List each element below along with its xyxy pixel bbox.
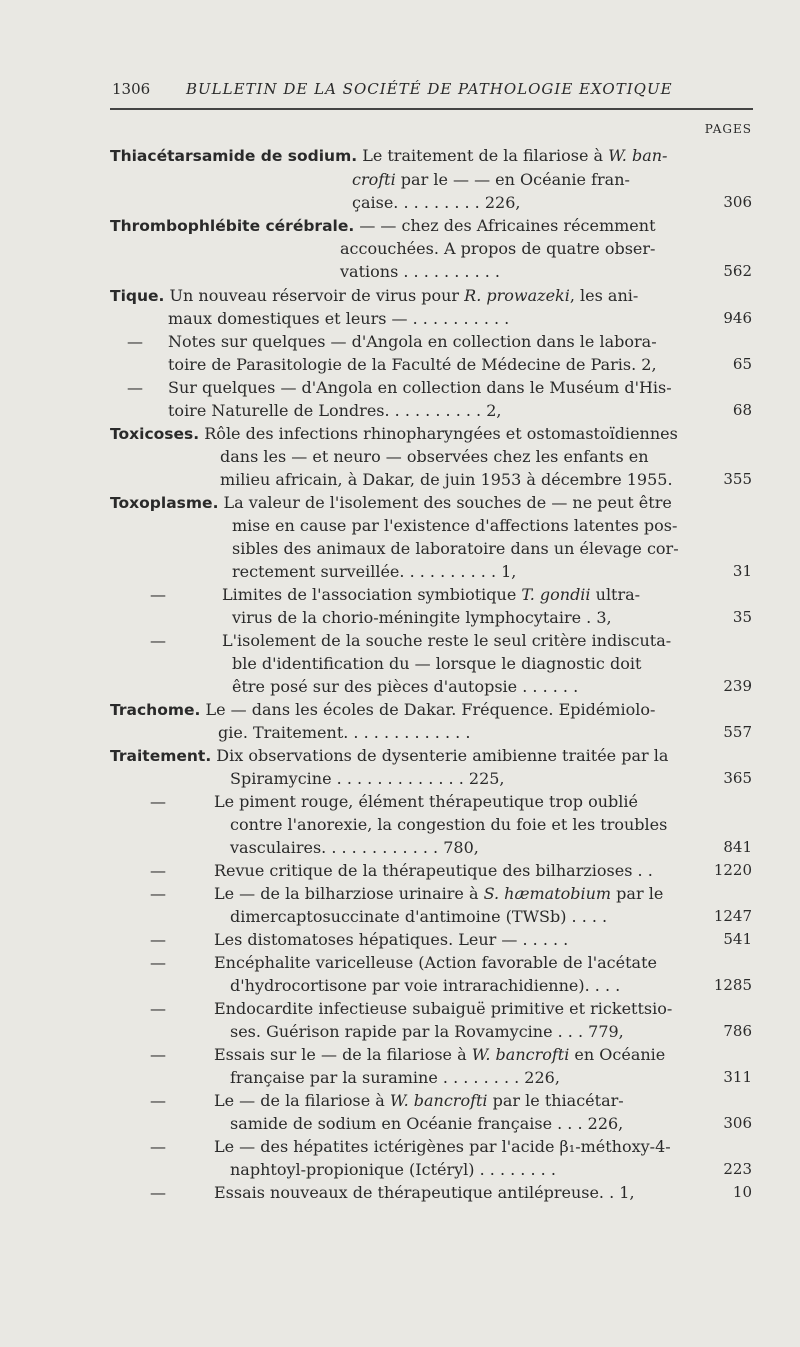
page-reference: 239 <box>723 677 752 695</box>
ditto-dash: — <box>150 861 166 880</box>
headword: Thiacétarsamide de sodium. <box>110 147 358 165</box>
page-reference: 786 <box>723 1022 752 1040</box>
page-reference: 1285 <box>713 976 752 994</box>
index-entry-line: toire de Parasitologie de la Faculté de Médecine de Paris. 2, <box>168 355 657 374</box>
entry-text: , les ani- <box>569 286 639 305</box>
index-entry-line: dimercaptosuccinate d'antimoine (TWSb) . . . . <box>230 907 608 926</box>
entry-text: Essais sur le — de la filariose à <box>214 1045 472 1064</box>
entry-text: par le — — en Océanie fran- <box>395 170 630 189</box>
index-entry-line <box>214 884 663 904</box>
page-reference: 31 <box>732 562 752 580</box>
index-entry-line: samide de sodium en Océanie française . . . 226, <box>230 1114 624 1133</box>
entry-text: Rôle des infections rhinopharyngées et ostomastoïdiennes <box>199 424 678 443</box>
headword: Toxoplasme. <box>110 494 219 512</box>
ditto-dash: — <box>150 1183 166 1202</box>
index-entry-line: dans les — et neuro — observées chez les enfants en <box>220 447 649 466</box>
page-reference: 355 <box>723 470 752 488</box>
index-entry-line: Revue critique de la thérapeutique des bilharzioses . . <box>214 861 653 880</box>
ditto-dash: — <box>150 585 166 604</box>
ditto-dash: — <box>150 930 166 949</box>
index-entry-line <box>110 286 638 306</box>
page-reference: 541 <box>723 930 752 948</box>
index-entry-line: ses. Guérison rapide par la Rovamycine . . . 779, <box>230 1022 624 1041</box>
index-entry-line: ble d'identification du — lorsque le diagnostic doit <box>232 654 642 673</box>
ditto-dash: — <box>150 999 166 1018</box>
index-entry-line: Spiramycine . . . . . . . . . . . . . 225, <box>230 769 505 788</box>
index-entry-line: gie. Traitement. . . . . . . . . . . . . <box>218 723 471 742</box>
entry-italic: S. hæmatobium <box>483 884 612 903</box>
index-entry-line: çaise. . . . . . . . . 226, <box>352 193 521 212</box>
entry-text: par le thiacétar- <box>487 1091 624 1110</box>
page-number: 1306 <box>112 80 151 98</box>
entry-text: ultra- <box>590 585 641 604</box>
headword: Toxicoses. <box>110 425 200 443</box>
entry-text: en Océanie <box>569 1045 666 1064</box>
entry-text: Le — de la bilharziose urinaire à <box>214 884 484 903</box>
entry-text: par le <box>611 884 664 903</box>
entry-italic: W. bancrofti <box>389 1091 488 1110</box>
headword: Tique. <box>110 287 165 305</box>
entry-text: Dix observations de dysenterie amibienne traitée par la <box>211 746 669 765</box>
ditto-dash: — <box>150 884 166 903</box>
running-header <box>112 80 755 104</box>
page-reference: 223 <box>723 1160 752 1178</box>
index-entry-line <box>110 493 672 513</box>
ditto-dash: — <box>150 1045 166 1064</box>
page-reference: 68 <box>732 401 752 419</box>
index-entry-line: naphtoyl-propionique (Ictéryl) . . . . . . . . <box>230 1160 556 1179</box>
entry-text: Limites de l'association symbiotique <box>222 585 522 604</box>
index-entry-line: Sur quelques — d'Angola en collection dans le Muséum d'His- <box>168 378 672 397</box>
page-reference: 557 <box>723 723 752 741</box>
index-entry-line <box>222 585 640 605</box>
ditto-dash: — <box>150 792 166 811</box>
page-reference: 946 <box>723 309 752 327</box>
entry-italic: crofti <box>352 170 396 189</box>
page-reference: 562 <box>723 262 752 280</box>
index-entry-line <box>214 1045 665 1065</box>
index-entry-line: maux domestiques et leurs — . . . . . . . . . . <box>168 309 510 328</box>
index-entry-line: mise en cause par l'existence d'affections latentes pos- <box>232 516 678 535</box>
index-entry-line: virus de la chorio-méningite lymphocytaire . 3, <box>232 608 612 627</box>
index-entry-line: être posé sur des pièces d'autopsie . . . . . . <box>232 677 579 696</box>
index-entry-line: contre l'anorexie, la congestion du foie et les troubles <box>230 815 668 834</box>
index-entry-line: toire Naturelle de Londres. . . . . . . . . . 2, <box>168 401 502 420</box>
index-entry-line: Essais nouveaux de thérapeutique antilépreuse. . 1, <box>214 1183 635 1202</box>
ditto-dash: — <box>127 378 143 397</box>
page-reference: 311 <box>723 1068 752 1086</box>
index-entry-line <box>352 170 630 190</box>
index-entry-line <box>110 146 667 166</box>
journal-title: BULLETIN DE LA SOCIÉTÉ DE PATHOLOGIE EXOTIQUE <box>186 80 673 98</box>
page-reference: 1220 <box>713 861 752 879</box>
page-reference: 35 <box>732 608 752 626</box>
index-entry-line: Le piment rouge, élément thérapeutique trop oublié <box>214 792 638 811</box>
page-reference: 10 <box>732 1183 752 1201</box>
ditto-dash: — <box>150 1091 166 1110</box>
entry-text: — — chez des Africaines récemment <box>354 216 656 235</box>
index-entry-line: Encéphalite varicelleuse (Action favorable de l'acétate <box>214 953 657 972</box>
ditto-dash: — <box>127 332 143 351</box>
index-entry-line <box>110 746 668 766</box>
entry-text: Un nouveau réservoir de virus pour <box>164 286 465 305</box>
headword: Traitement. <box>110 747 212 765</box>
ditto-dash: — <box>150 953 166 972</box>
page-reference: 1247 <box>713 907 752 925</box>
entry-italic: W. ban- <box>608 146 668 165</box>
headword: Thrombophlébite cérébrale. <box>110 217 355 235</box>
entry-text: La valeur de l'isolement des souches de — ne peut être <box>218 493 672 512</box>
entry-text: Le — dans les écoles de Dakar. Fréquence. Epidémiolo- <box>200 700 656 719</box>
headword: Trachome. <box>110 701 201 719</box>
ditto-dash: — <box>150 1137 166 1156</box>
entry-italic: T. gondii <box>521 585 591 604</box>
ditto-dash: — <box>150 631 166 650</box>
index-entry-line: Notes sur quelques — d'Angola en collection dans le labora- <box>168 332 657 351</box>
header-rule <box>110 108 753 110</box>
index-entry-line: L'isolement de la souche reste le seul critère indiscuta- <box>222 631 672 650</box>
page-reference: 841 <box>723 838 752 856</box>
index-entry-line <box>110 216 656 236</box>
index-entry-line: Le — des hépatites ictérigènes par l'acide β₁-méthoxy-4- <box>214 1137 671 1156</box>
index-entry-line: Endocardite infectieuse subaiguë primitive et rickettsio- <box>214 999 673 1018</box>
index-entry-line: d'hydrocortisone par voie intrarachidienne). . . . <box>230 976 621 995</box>
index-entry-line: accouchées. A propos de quatre obser- <box>340 239 656 258</box>
index-entry-line: française par la suramine . . . . . . . . 226, <box>230 1068 560 1087</box>
page-reference: 365 <box>723 769 752 787</box>
page-reference: 65 <box>732 355 752 373</box>
page-reference: 306 <box>723 1114 752 1132</box>
index-entry-line: sibles des animaux de laboratoire dans un élevage cor- <box>232 539 679 558</box>
entry-text: Le traitement de la filariose à <box>357 146 609 165</box>
index-entry-line: milieu africain, à Dakar, de juin 1953 à décembre 1955. <box>220 470 673 489</box>
index-entry-line: vasculaires. . . . . . . . . . . . 780, <box>230 838 479 857</box>
index-entry-line <box>110 424 678 444</box>
entry-italic: R. prowazeki <box>464 286 570 305</box>
index-entry-line <box>214 1091 624 1111</box>
entry-text: Le — de la filariose à <box>214 1091 390 1110</box>
pages-column-label: PAGES <box>704 122 752 136</box>
entry-italic: W. bancrofti <box>471 1045 570 1064</box>
index-entry-line: Les distomatoses hépatiques. Leur — . . . . . <box>214 930 569 949</box>
index-entry-line: rectement surveillée. . . . . . . . . . 1, <box>232 562 517 581</box>
index-entry-line: vations . . . . . . . . . . <box>340 262 500 281</box>
index-entry-line <box>110 700 655 720</box>
page-reference: 306 <box>723 193 752 211</box>
